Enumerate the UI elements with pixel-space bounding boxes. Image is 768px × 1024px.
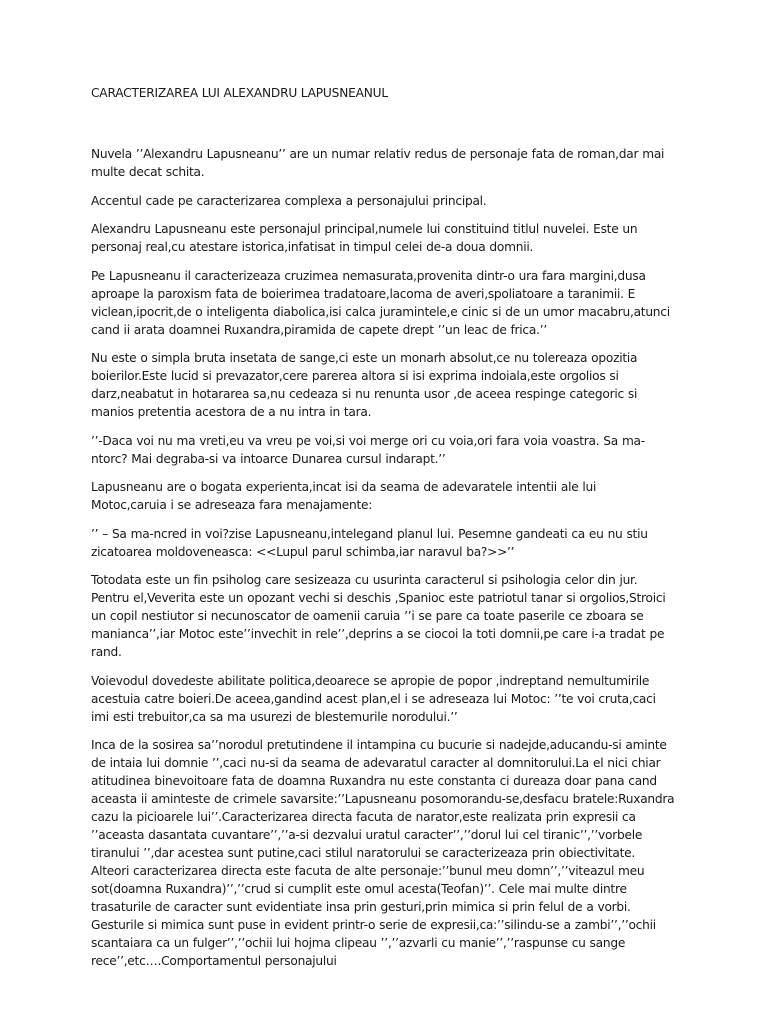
- paragraph: Nu este o simpla bruta insetata de sange,ci este un monarh absolut,ce nu tolereaza opozitia boierilor.Este lucid si prevazator,cere parerea altora si isi exprima indoiala,este orgolios si darz,neabatut in hotararea sa,nu cedeaza si nu renunta usor ,de aceea respinge categoric si manios pretentia acestora de a nu intra in tara.: [91, 351, 638, 419]
- paragraph: Nuvela ’’Alexandru Lapusneanu’’ are un numar relativ redus de personaje fata de roman,dar mai multe decat schita.: [91, 147, 665, 179]
- paragraph: Pe Lapusneanu il caracterizeaza cruzimea nemasurata,provenita dintr-o ura fara margini,dusa aproape la paroxism fata de boierimea tradatoare,lacoma de averi,spoliatoare a taranimii. E viclean,ipocrit,de o inteligenta diabolica,isi calca juramintele,e cinic si de un umor macabru,atunci cand ii arata doamnei Ruxandra,piramida de capete drept ’’un leac de frica.’’: [91, 268, 670, 337]
- paragraph: Alexandru Lapusneanu este personajul principal,numele lui constituind titlul nuvelei. Este un personaj real,cu atestare istorica,infatisat in timpul celei de-a doua domnii.: [91, 222, 638, 254]
- paragraph: Lapusneanu are o bogata experienta,incat isi da seama de adevaratele intentii ale lui Motoc,caruia i se adreseaza fara menajamente:: [91, 480, 597, 512]
- paragraph: Voievodul dovedeste abilitate politica,deoarece se apropie de popor ,indreptand nemultumirile acestuia catre boieri.De aceea,gandind acest plan,el i se adreseaza lui Motoc: ’’te voi cruta,caci imi esti trebuitor,ca sa ma usurezi de blestemurile norodului.’’: [91, 673, 656, 724]
- paragraph: Totodata este un fin psiholog care sesizeaza cu usurinta caracterul si psihologia celor din jur. Pentru el,Veverita este un opozant vechi si deschis ,Spanioc este patriotul tanar si orgolios,Stroici un copil nestiutor si necunoscator de oamenii caruia ’’i se pare ca toate paserile ce zboara se manianca’’,iar Motoc este’’invechit in rele’’,deprins a se ciocoi la toti domnii,pe care i-a tradat pe rand.: [91, 573, 666, 659]
- document-page: [91, 84, 675, 981]
- paragraph: Accentul cade pe caracterizarea complexa a personajului principal.: [91, 193, 487, 208]
- quote-paragraph: ’’ – Sa ma-ncred in voi?zise Lapusneanu,intelegand planul lui. Pesemne gandeati ca eu nu stiu zicatoarea moldoveneasca: <<Lupul parul schimba,iar naravul ba?>>’’: [91, 526, 648, 559]
- paragraph: Inca de la sosirea sa’’norodul pretutindene il intampina cu bucurie si nadejde,aducandu-si aminte de intaia lui domnie ’’,caci nu-si da seama de adevaratul caracter al domnitorului.La el nici chiar atitudinea binevoitoare fata de doamna Ruxandra nu este constanta ci dureaza doar pana cand aceasta ii aminteste de crimele savarsite:’’Lapusneanu posomorandu-se,desfacu bratele:Ruxandra cazu la picioarele lui’’.Caracterizarea directa facuta de narator,este realizata prin expresii ca ’’aceasta dasantata cuvantare’’,’’a-si dezvalui uratul caracter’’,’’dorul lui cel tiranic’’,’’vorbele tiranului ’’,dar acestea sunt putine,caci stilul naratorului se caracterizeaza prin obiectivitate. Alteori caracterizarea directa este facuta de alte personaje:’’bunul meu domn’’,’’viteazul meu sot(doamna Ruxandra)’’,’’crud si cumplit este omul acesta(Teofan)’’. Cele mai multe dintre trasaturile de caracter sunt evidentiate insa prin gesturi,prin mimica si prin felul de a vorbi. Gesturile si mimica sunt puse in evident printr-o serie de expresii,ca:’’silindu-se a zambi’’,’’ochii scantaiara ca un fulger’’,’’ochii lui hojma clipeau ’’,’’azvarli cu manie’’,’’raspunse cu sange rece’’,etc….Comportamentul personajului: [91, 738, 675, 968]
- document-title: CARACTERIZAREA LUI ALEXANDRU LAPUSNEANUL: [91, 86, 388, 100]
- quote-paragraph: ’’-Daca voi nu ma vreti,eu va vreu pe voi,si voi merge ori cu voia,ori fara voia voastra. Sa ma-ntorc? Mai degraba-si va intoarce Dunarea cursul indarapt.’’: [91, 433, 645, 466]
